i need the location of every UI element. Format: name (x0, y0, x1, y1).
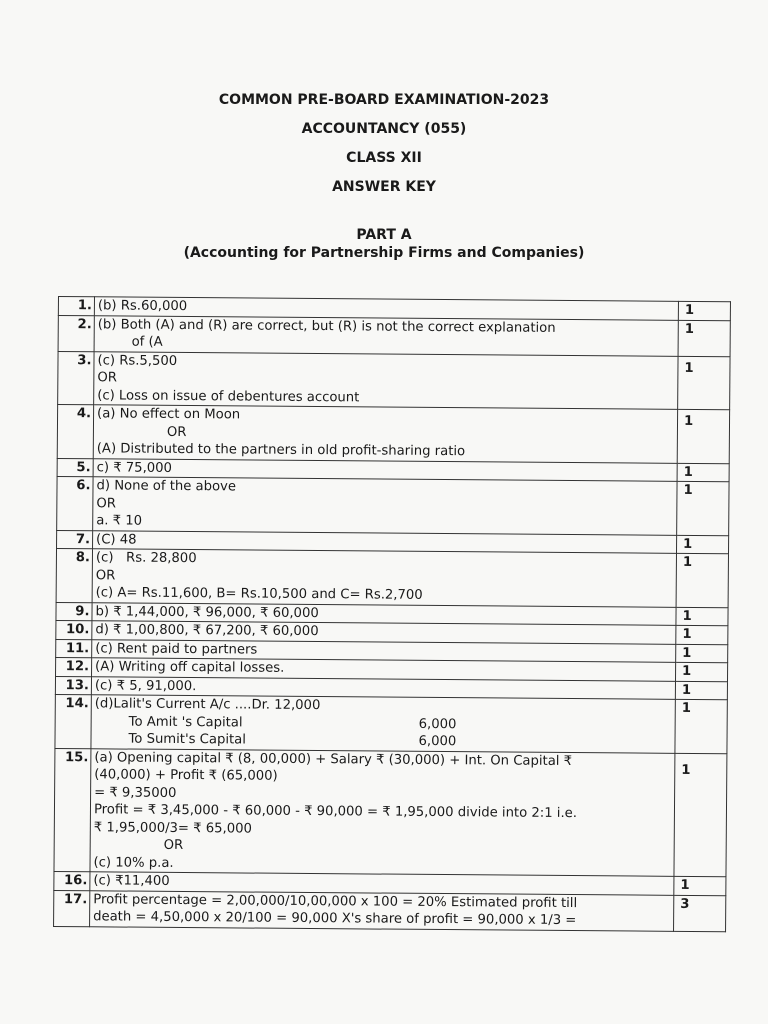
journal-amount: 6,000 (418, 716, 457, 732)
answer-line: death = 4,50,000 x 20/100 = 90,000 X's share of profit = 90,000 x 1/3 = (93, 909, 577, 929)
answer-cell (91, 695, 675, 753)
answer-line: (d)Lalit's Current A/c ....Dr. 12,000 (94, 696, 321, 714)
answer-line: d) None of the above (96, 478, 237, 495)
marks-cell: 1 (676, 625, 728, 644)
exam-title: COMMON PRE-BOARD EXAMINATION-2023 (218, 92, 550, 108)
table-row (54, 890, 726, 931)
answer-line: (C) 48 (96, 531, 137, 548)
question-number: 9. (56, 602, 92, 621)
answer-line: (a) Opening capital ₹ (8, 00,000) + Salary ₹ (30,000) + Int. On Capital ₹ (94, 749, 573, 769)
marks-cell: 1 (675, 699, 727, 753)
question-number: 1. (58, 297, 94, 316)
question-number: 8. (56, 548, 92, 602)
marks-cell: 1 (677, 463, 729, 482)
answer-line: ₹ 1,95,000/3= ₹ 65,000 (93, 819, 252, 837)
answer-line: of (A (131, 334, 163, 350)
answer-cell (90, 748, 675, 876)
answer-line: (A) Distributed to the partners in old profit-sharing ratio (96, 441, 466, 460)
answer-cell (90, 890, 674, 931)
question-number: 5. (57, 458, 93, 477)
journal-account: To Amit 's Capital (128, 714, 243, 730)
answer-cell (94, 315, 678, 356)
answer-cell (93, 405, 677, 463)
marks-cell: 1 (678, 301, 730, 320)
answer-line: OR (166, 424, 187, 440)
answer-line: (40,000) + Profit ₹ (65,000) (94, 767, 278, 784)
marks-value: 1 (684, 360, 694, 376)
answer-table-wrapper (53, 296, 730, 932)
marks-cell: 3 (674, 895, 726, 931)
answer-line: a. ₹ 10 (96, 513, 143, 529)
question-number: 2. (58, 315, 94, 351)
marks-cell (674, 753, 727, 877)
answer-cell (92, 549, 676, 607)
part-title: PART A (356, 227, 412, 243)
marks-cell: 1 (676, 607, 728, 626)
marks-cell: 1 (676, 553, 728, 607)
marks-cell (678, 356, 730, 410)
answer-line: = ₹ 9,35000 (94, 784, 177, 801)
document-type: ANSWER KEY (332, 179, 436, 195)
answer-line: OR (95, 567, 116, 583)
question-number: 13. (55, 676, 91, 695)
question-number: 11. (56, 639, 92, 658)
answer-line: OR (96, 495, 116, 511)
question-number: 10. (56, 620, 92, 639)
part-description: (Accounting for Partnership Firms and Companies) (183, 245, 585, 261)
marks-value: 1 (683, 413, 694, 429)
answer-line: (b) Both (A) and (R) are correct, but (R) is not the correct explanation (97, 316, 556, 336)
question-number: 12. (56, 657, 92, 676)
table-row (57, 476, 729, 535)
marks-cell: 1 (677, 481, 729, 535)
marks-cell: 1 (676, 535, 728, 554)
answer-line: (c) ₹ 5, 91,000. (94, 677, 197, 694)
answer-line: Profit percentage = 2,00,000/10,00,000 x 100 = 20% Estimated profit till (93, 891, 578, 911)
journal-amount: 6,000 (418, 733, 457, 750)
marks-cell: 1 (675, 662, 727, 681)
answer-table (53, 296, 731, 932)
question-number: 17. (54, 890, 90, 926)
question-number: 7. (57, 530, 93, 549)
class-title: CLASS XII (346, 150, 422, 166)
question-number: 4. (57, 405, 93, 459)
answer-line: (c) Rs.5,500 (97, 352, 178, 369)
answer-line: (c) Rent paid to partners (95, 640, 258, 658)
answer-line: Profit = ₹ 3,45,000 - ₹ 60,000 - ₹ 90,000 = ₹ 1,95,000 divide into 2:1 i.e. (93, 802, 578, 822)
marks-cell: 1 (676, 644, 728, 663)
question-number: 15. (54, 748, 91, 872)
question-number: 3. (58, 351, 94, 405)
answer-line: (c) ₹11,400 (93, 873, 170, 889)
marks-value: 1 (681, 762, 691, 778)
answer-line: (A) Writing off capital losses. (95, 659, 285, 676)
answer-line: (c) 10% p.a. (93, 854, 174, 871)
table-row (58, 351, 730, 410)
marks-cell: 1 (674, 876, 726, 895)
answer-line: OR (97, 370, 117, 386)
table-row (56, 548, 728, 607)
question-number: 14. (55, 694, 91, 748)
table-row (58, 315, 730, 356)
journal-account: To Sumit's Capital (128, 731, 246, 748)
table-row (54, 748, 727, 877)
question-number: 16. (54, 871, 90, 890)
answer-line: (c) A= Rs.11,600, B= Rs.10,500 and C= Rs.2,700 (95, 585, 423, 603)
answer-line: (c) Rs. 28,800 (95, 550, 197, 567)
answer-line: (c) Loss on issue of debentures account (97, 387, 360, 405)
table-row (55, 694, 727, 753)
answer-cell (94, 351, 678, 409)
question-number: 6. (57, 476, 93, 530)
answer-line: (b) Rs.60,000 (97, 298, 188, 315)
table-row (57, 405, 729, 464)
answer-line: c) ₹ 75,000 (96, 459, 173, 476)
marks-cell: 1 (675, 681, 727, 700)
marks-cell (677, 409, 729, 463)
answer-line: (a) No effect on Moon (97, 406, 241, 423)
answer-line: d) ₹ 1,00,800, ₹ 67,200, ₹ 60,000 (95, 622, 319, 640)
marks-cell: 1 (678, 320, 730, 356)
answer-line: OR (163, 837, 184, 854)
subject-title: ACCOUNTANCY (055) (301, 121, 467, 137)
answer-line: b) ₹ 1,44,000, ₹ 96,000, ₹ 60,000 (95, 603, 319, 621)
answer-cell (93, 477, 677, 535)
